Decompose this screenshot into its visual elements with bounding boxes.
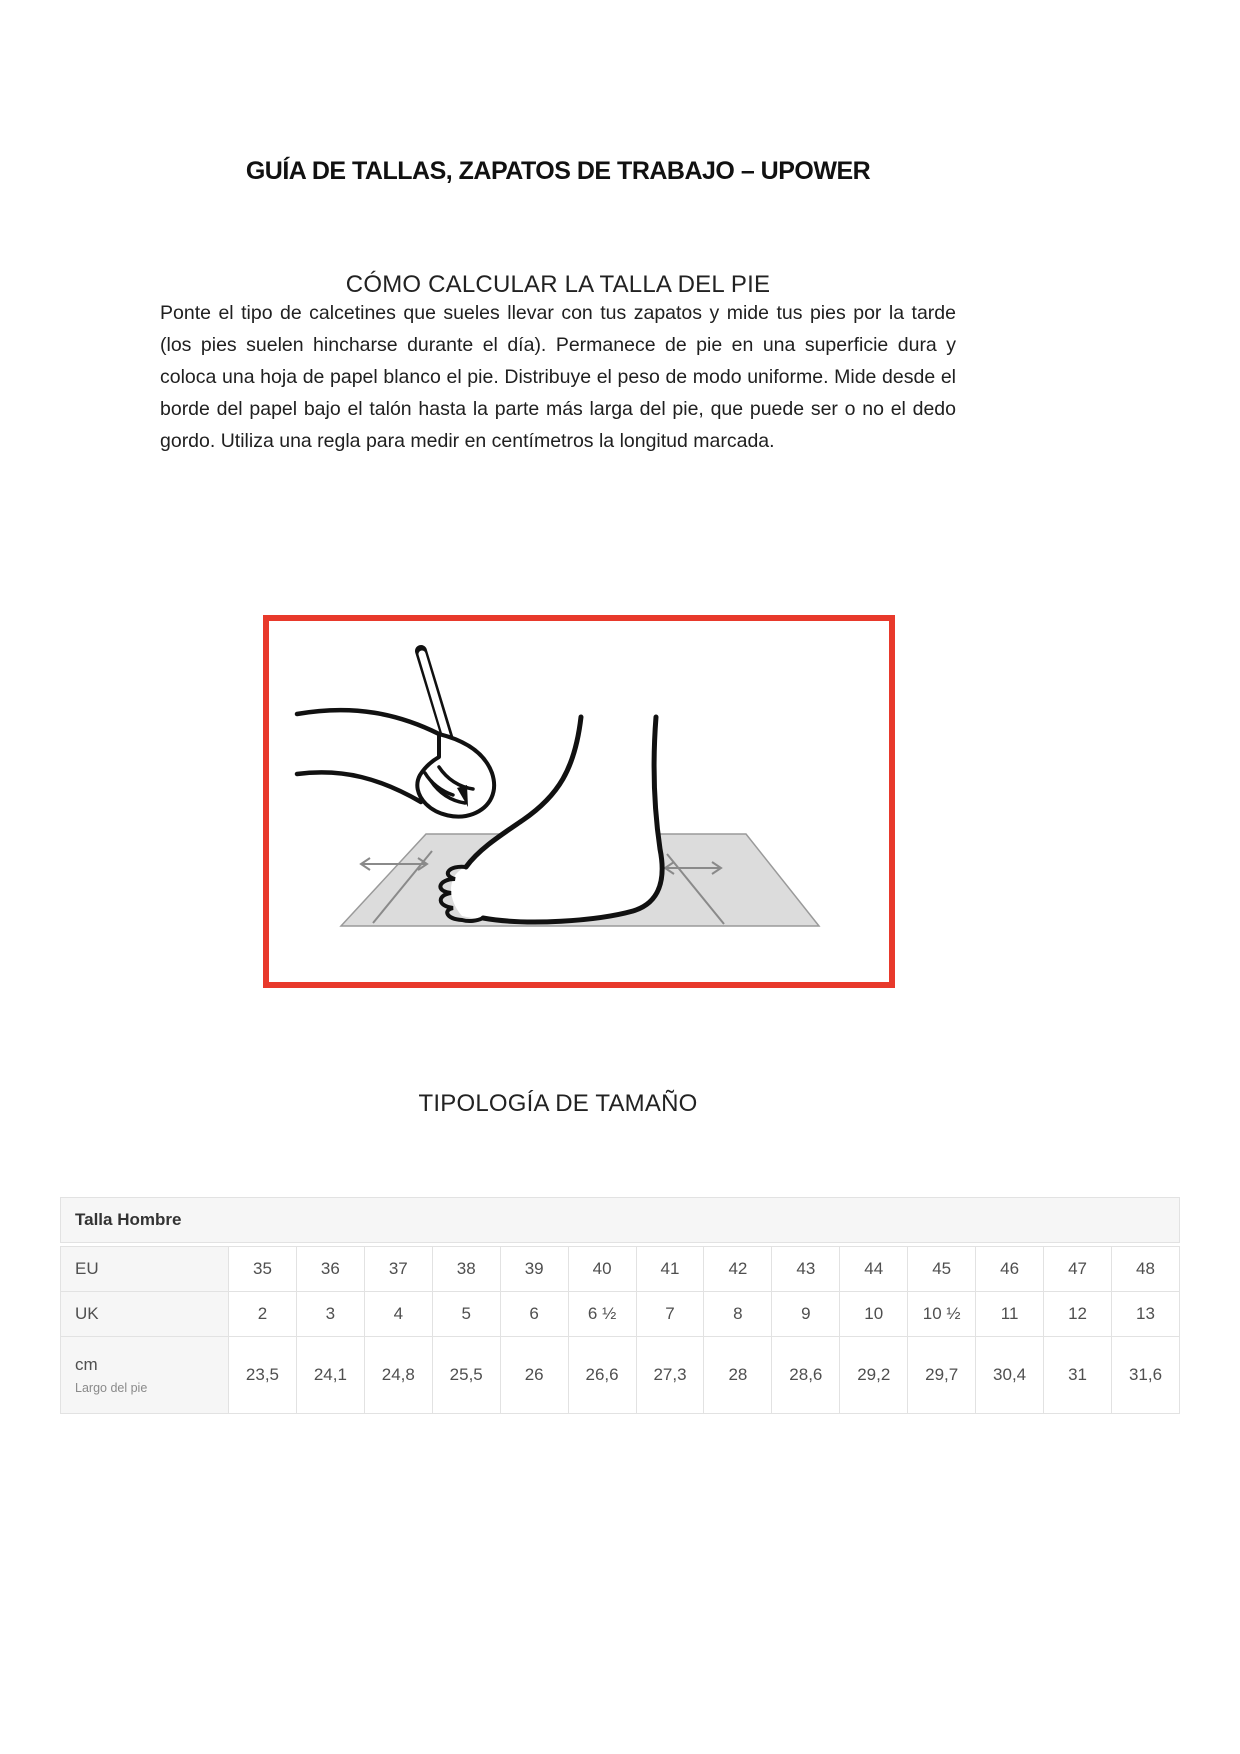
size-table-body [61,1247,1180,1414]
size-value-cell: 45 [908,1247,976,1292]
size-value-cell: 38 [432,1247,500,1292]
size-value-cell: 7 [636,1292,704,1337]
size-value-cell: 26,6 [568,1337,636,1414]
size-value-cell: 35 [229,1247,297,1292]
table-row-cm [61,1337,1180,1414]
size-value-cell: 47 [1044,1247,1112,1292]
size-value-cell: 42 [704,1247,772,1292]
size-value-cell: 24,1 [296,1337,364,1414]
row-label-uk: UK [61,1292,229,1337]
size-value-cell: 23,5 [229,1337,297,1414]
size-value-cell: 31 [1044,1337,1112,1414]
size-value-cell: 4 [364,1292,432,1337]
size-value-cell: 9 [772,1292,840,1337]
hand-shape [417,734,494,817]
foot-measuring-illustration [269,621,889,982]
typology-heading: TIPOLOGÍA DE TAMAÑO [418,1089,698,1117]
size-value-cell: 37 [364,1247,432,1292]
size-value-cell: 36 [296,1247,364,1292]
size-value-cell: 2 [229,1292,297,1337]
size-value-cell: 48 [1111,1247,1179,1292]
size-value-cell: 10 ½ [908,1292,976,1337]
size-value-cell: 46 [976,1247,1044,1292]
size-value-cell: 28 [704,1337,772,1414]
size-value-cell: 43 [772,1247,840,1292]
row-sublabel-cm: Largo del pie [75,1381,148,1395]
size-value-cell: 40 [568,1247,636,1292]
size-value-cell: 41 [636,1247,704,1292]
measuring-figure [263,615,895,988]
table-row-uk [61,1292,1180,1337]
row-label-eu: EU [61,1247,229,1292]
size-value-cell: 31,6 [1111,1337,1179,1414]
size-value-cell: 28,6 [772,1337,840,1414]
how-to-heading: CÓMO CALCULAR LA TALLA DEL PIE [345,270,771,298]
size-value-cell: 13 [1111,1292,1179,1337]
table-title: Talla Hombre [61,1198,1180,1243]
size-value-cell: 3 [296,1292,364,1337]
size-value-cell: 25,5 [432,1337,500,1414]
size-value-cell: 27,3 [636,1337,704,1414]
size-value-cell: 26 [500,1337,568,1414]
size-value-cell: 11 [976,1292,1044,1337]
size-table [60,1197,1180,1414]
size-value-cell: 6 ½ [568,1292,636,1337]
size-value-cell: 6 [500,1292,568,1337]
size-value-cell: 10 [840,1292,908,1337]
size-value-cell: 44 [840,1247,908,1292]
size-value-cell: 5 [432,1292,500,1337]
table-title-row [61,1198,1180,1243]
size-value-cell: 30,4 [976,1337,1044,1414]
size-value-cell: 29,2 [840,1337,908,1414]
page-title: GUÍA DE TALLAS, ZAPATOS DE TRABAJO – UPOWER [245,156,871,185]
foot-fill [451,717,662,922]
row-label-cm [61,1337,229,1414]
size-value-cell: 8 [704,1292,772,1337]
how-to-paragraph: Ponte el tipo de calcetines que sueles llevar con tus zapatos y mide tus pies por la tarde (los pies suelen hincharse durante el día). Permanece de pie en una superficie dura y coloca una hoja de papel blanco el pie. Distribuye el peso de modo uniforme. Mide desde el borde del papel bajo el talón hasta la parte más larga del pie, que puede ser o no el dedo gordo. Utiliza una regla para medir en centímetros la longitud marcada. [160,302,956,452]
size-value-cell: 24,8 [364,1337,432,1414]
hand-with-pencil [297,651,494,817]
size-value-cell: 12 [1044,1292,1112,1337]
size-table-section [60,1197,1180,1414]
size-value-cell: 39 [500,1247,568,1292]
table-row-eu [61,1247,1180,1292]
row-label-cm-text: cm [75,1355,98,1374]
size-value-cell: 29,7 [908,1337,976,1414]
